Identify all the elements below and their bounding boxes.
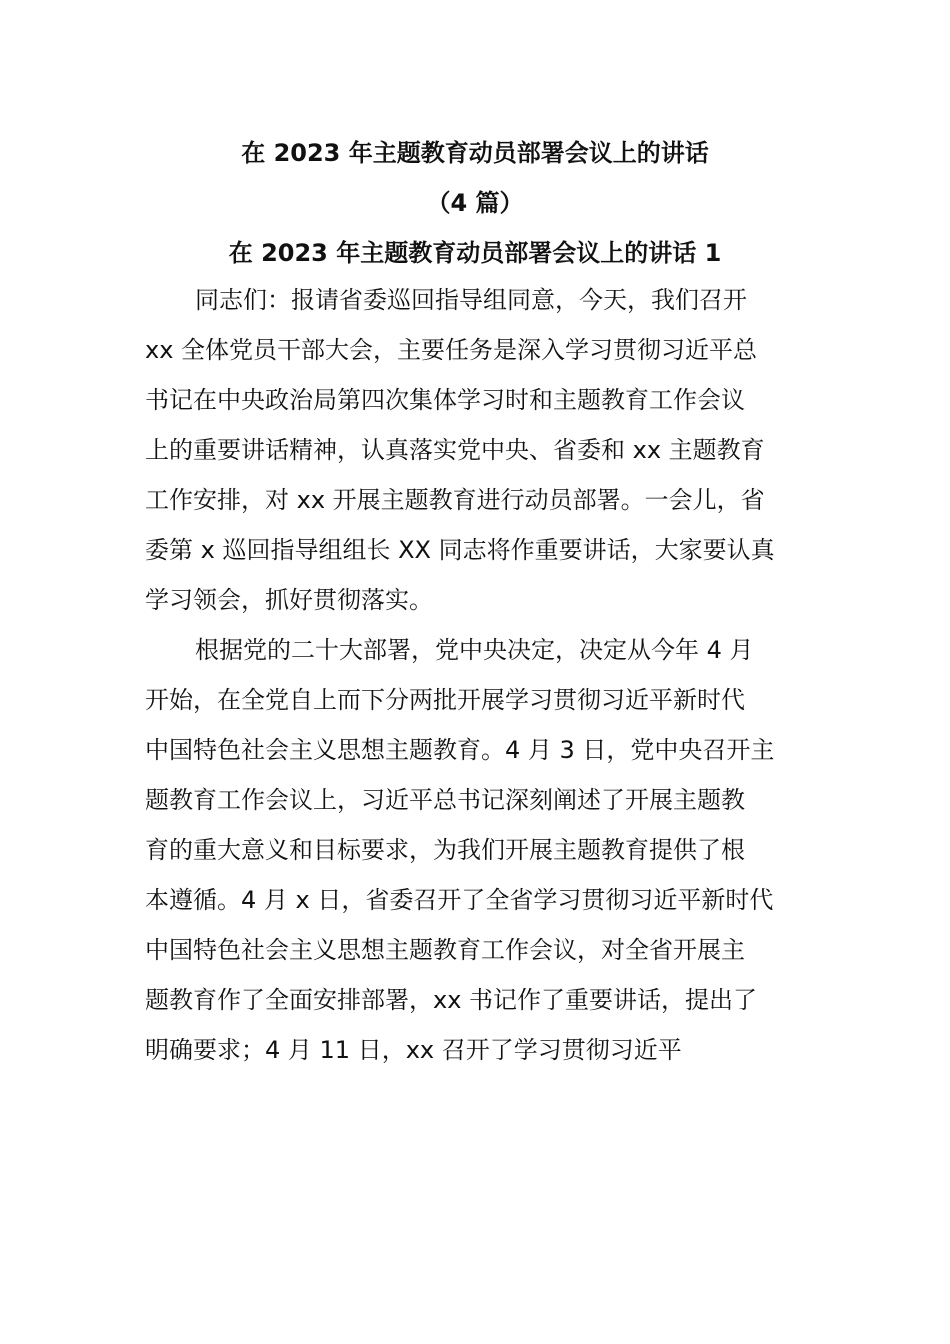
section-title: 在 2023 年主题教育动员部署会议上的讲话 1: [228, 239, 722, 267]
title-block: [0, 128, 950, 278]
body-text: [145, 275, 807, 1075]
paragraph-line: 工作安排，对 xx 开展主题教育进行动员部署。一会儿，省: [145, 486, 765, 514]
paragraph-line: xx 全体党员干部大会，主要任务是深入学习贯彻习近平总: [145, 336, 758, 364]
paragraph-line: 中国特色社会主义思想主题教育工作会议，对全省开展主: [145, 936, 745, 964]
paragraph-1: [145, 275, 807, 625]
paragraph-line: 委第 x 巡回指导组组长 XX 同志将作重要讲话，大家要认真: [145, 536, 775, 564]
paragraph-line: 上的重要讲话精神，认真落实党中央、省委和 xx 主题教育: [145, 436, 765, 464]
paragraph-line: 学习领会，抓好贯彻落实。: [145, 586, 433, 614]
paragraph-line: 题教育工作会议上，习近平总书记深刻阐述了开展主题教: [145, 786, 745, 814]
paragraph-line: 题教育作了全面安排部署，xx 书记作了重要讲话，提出了: [145, 986, 758, 1014]
paragraph-2: [145, 625, 807, 1075]
paragraph-line: 同志们：报请省委巡回指导组同意，今天，我们召开: [195, 286, 747, 314]
paragraph-line: 育的重大意义和目标要求，为我们开展主题教育提供了根: [145, 836, 745, 864]
paragraph-line: 本遵循。4 月 x 日，省委召开了全省学习贯彻习近平新时代: [145, 886, 774, 914]
document-title: 在 2023 年主题教育动员部署会议上的讲话: [241, 139, 709, 167]
document-title-count: （4 篇）: [426, 189, 524, 217]
paragraph-line: 根据党的二十大部署，党中央决定，决定从今年 4 月: [195, 636, 754, 664]
paragraph-line: 开始，在全党自上而下分两批开展学习贯彻习近平新时代: [145, 686, 745, 714]
paragraph-line: 中国特色社会主义思想主题教育。4 月 3 日，党中央召开主: [145, 736, 775, 764]
paragraph-line: 书记在中央政治局第四次集体学习时和主题教育工作会议: [145, 386, 745, 414]
paragraph-line: 明确要求；4 月 11 日，xx 召开了学习贯彻习近平: [145, 1036, 682, 1064]
